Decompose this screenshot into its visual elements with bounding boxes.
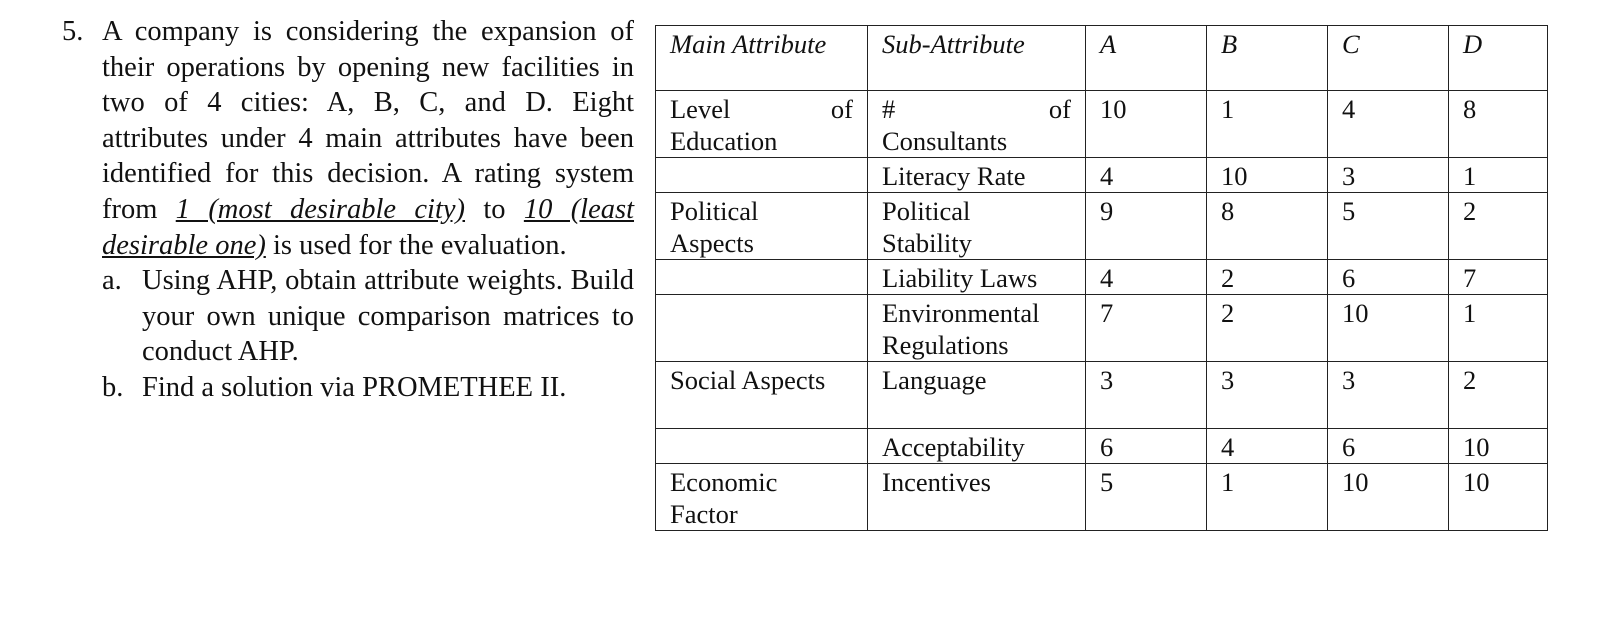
rating-c: 10 [1328, 295, 1449, 362]
rating-a: 4 [1086, 260, 1207, 295]
table-row [656, 295, 1548, 362]
main-attribute-cell [656, 295, 868, 362]
rating-a: 6 [1086, 429, 1207, 464]
main-attribute-cell: Economic Factor [656, 464, 868, 531]
rating-d: 1 [1449, 158, 1548, 193]
main-attribute-cell: Level of Education [656, 91, 868, 158]
scale-best: 1 (most desirable city) [175, 193, 466, 225]
rating-b: 4 [1207, 429, 1328, 464]
question-5 [62, 14, 634, 263]
header-main-attribute: Main Attribute [656, 26, 868, 91]
rating-b: 2 [1207, 295, 1328, 362]
table-row [656, 429, 1548, 464]
attribute-ratings-table [655, 25, 1548, 531]
rating-b: 2 [1207, 260, 1328, 295]
header-city-d: D [1449, 26, 1548, 91]
rating-d: 2 [1449, 193, 1548, 260]
rating-b: 3 [1207, 362, 1328, 429]
problem-statement [62, 14, 634, 406]
rating-d: 1 [1449, 295, 1548, 362]
rating-a: 9 [1086, 193, 1207, 260]
part-a: a. Using AHP, obtain attribute weights. Build your own unique comparison matrices to conduct AHP. [102, 265, 634, 368]
main-attribute-cell: Political Aspects [656, 193, 868, 260]
header-city-a: A [1086, 26, 1207, 91]
table-header-row [656, 26, 1548, 91]
part-b: b. Find a solution via PROMETHEE II. [102, 371, 567, 403]
rating-b: 8 [1207, 193, 1328, 260]
rating-a: 3 [1086, 362, 1207, 429]
main-attribute-cell [656, 158, 868, 193]
rating-c: 5 [1328, 193, 1449, 260]
sub-attribute-cell: Language [868, 362, 1086, 429]
sub-attribute-cell: Incentives [868, 464, 1086, 531]
main-attribute-cell [656, 429, 868, 464]
rating-a: 5 [1086, 464, 1207, 531]
rating-d: 8 [1449, 91, 1548, 158]
rating-a: 10 [1086, 91, 1207, 158]
sub-attribute-cell: # of Consultants [868, 91, 1086, 158]
rating-a: 7 [1086, 295, 1207, 362]
rating-d: 10 [1449, 429, 1548, 464]
header-city-c: C [1328, 26, 1449, 91]
table-row [656, 91, 1548, 158]
table-row [656, 193, 1548, 260]
rating-c: 3 [1328, 362, 1449, 429]
question-number: 5. [62, 16, 84, 47]
rating-d: 7 [1449, 260, 1548, 295]
rating-c: 4 [1328, 91, 1449, 158]
header-sub-attribute: Sub-Attribute [868, 26, 1086, 91]
rating-c: 6 [1328, 260, 1449, 295]
main-attribute-cell [656, 260, 868, 295]
rating-c: 3 [1328, 158, 1449, 193]
table-row [656, 158, 1548, 193]
table-row [656, 464, 1548, 531]
header-city-b: B [1207, 26, 1328, 91]
rating-b: 1 [1207, 464, 1328, 531]
rating-d: 10 [1449, 464, 1548, 531]
sub-attribute-cell: Literacy Rate [868, 158, 1086, 193]
main-attribute-cell: Social Aspects [656, 362, 868, 429]
question-text: A company is considering the expansion of their operations by opening new facilities in two of 4 cities: A, B, C, and D. Eight attributes under 4 main attributes have been identified for this decision. A rating system from 1 (most desirable city) to 10 (least desirable one) is used for the evaluation. [102, 16, 635, 261]
scale-worst: 10 (least desirable one) [102, 193, 635, 261]
rating-d: 2 [1449, 362, 1548, 429]
sub-attribute-cell: Political Stability [868, 193, 1086, 260]
rating-a: 4 [1086, 158, 1207, 193]
rating-b: 1 [1207, 91, 1328, 158]
rating-b: 10 [1207, 158, 1328, 193]
table-row [656, 260, 1548, 295]
sub-attribute-cell: Acceptability [868, 429, 1086, 464]
table-row [656, 362, 1548, 429]
question-parts [62, 263, 634, 405]
rating-c: 6 [1328, 429, 1449, 464]
rating-c: 10 [1328, 464, 1449, 531]
sub-attribute-cell: Liability Laws [868, 260, 1086, 295]
sub-attribute-cell: Environmental Regulations [868, 295, 1086, 362]
